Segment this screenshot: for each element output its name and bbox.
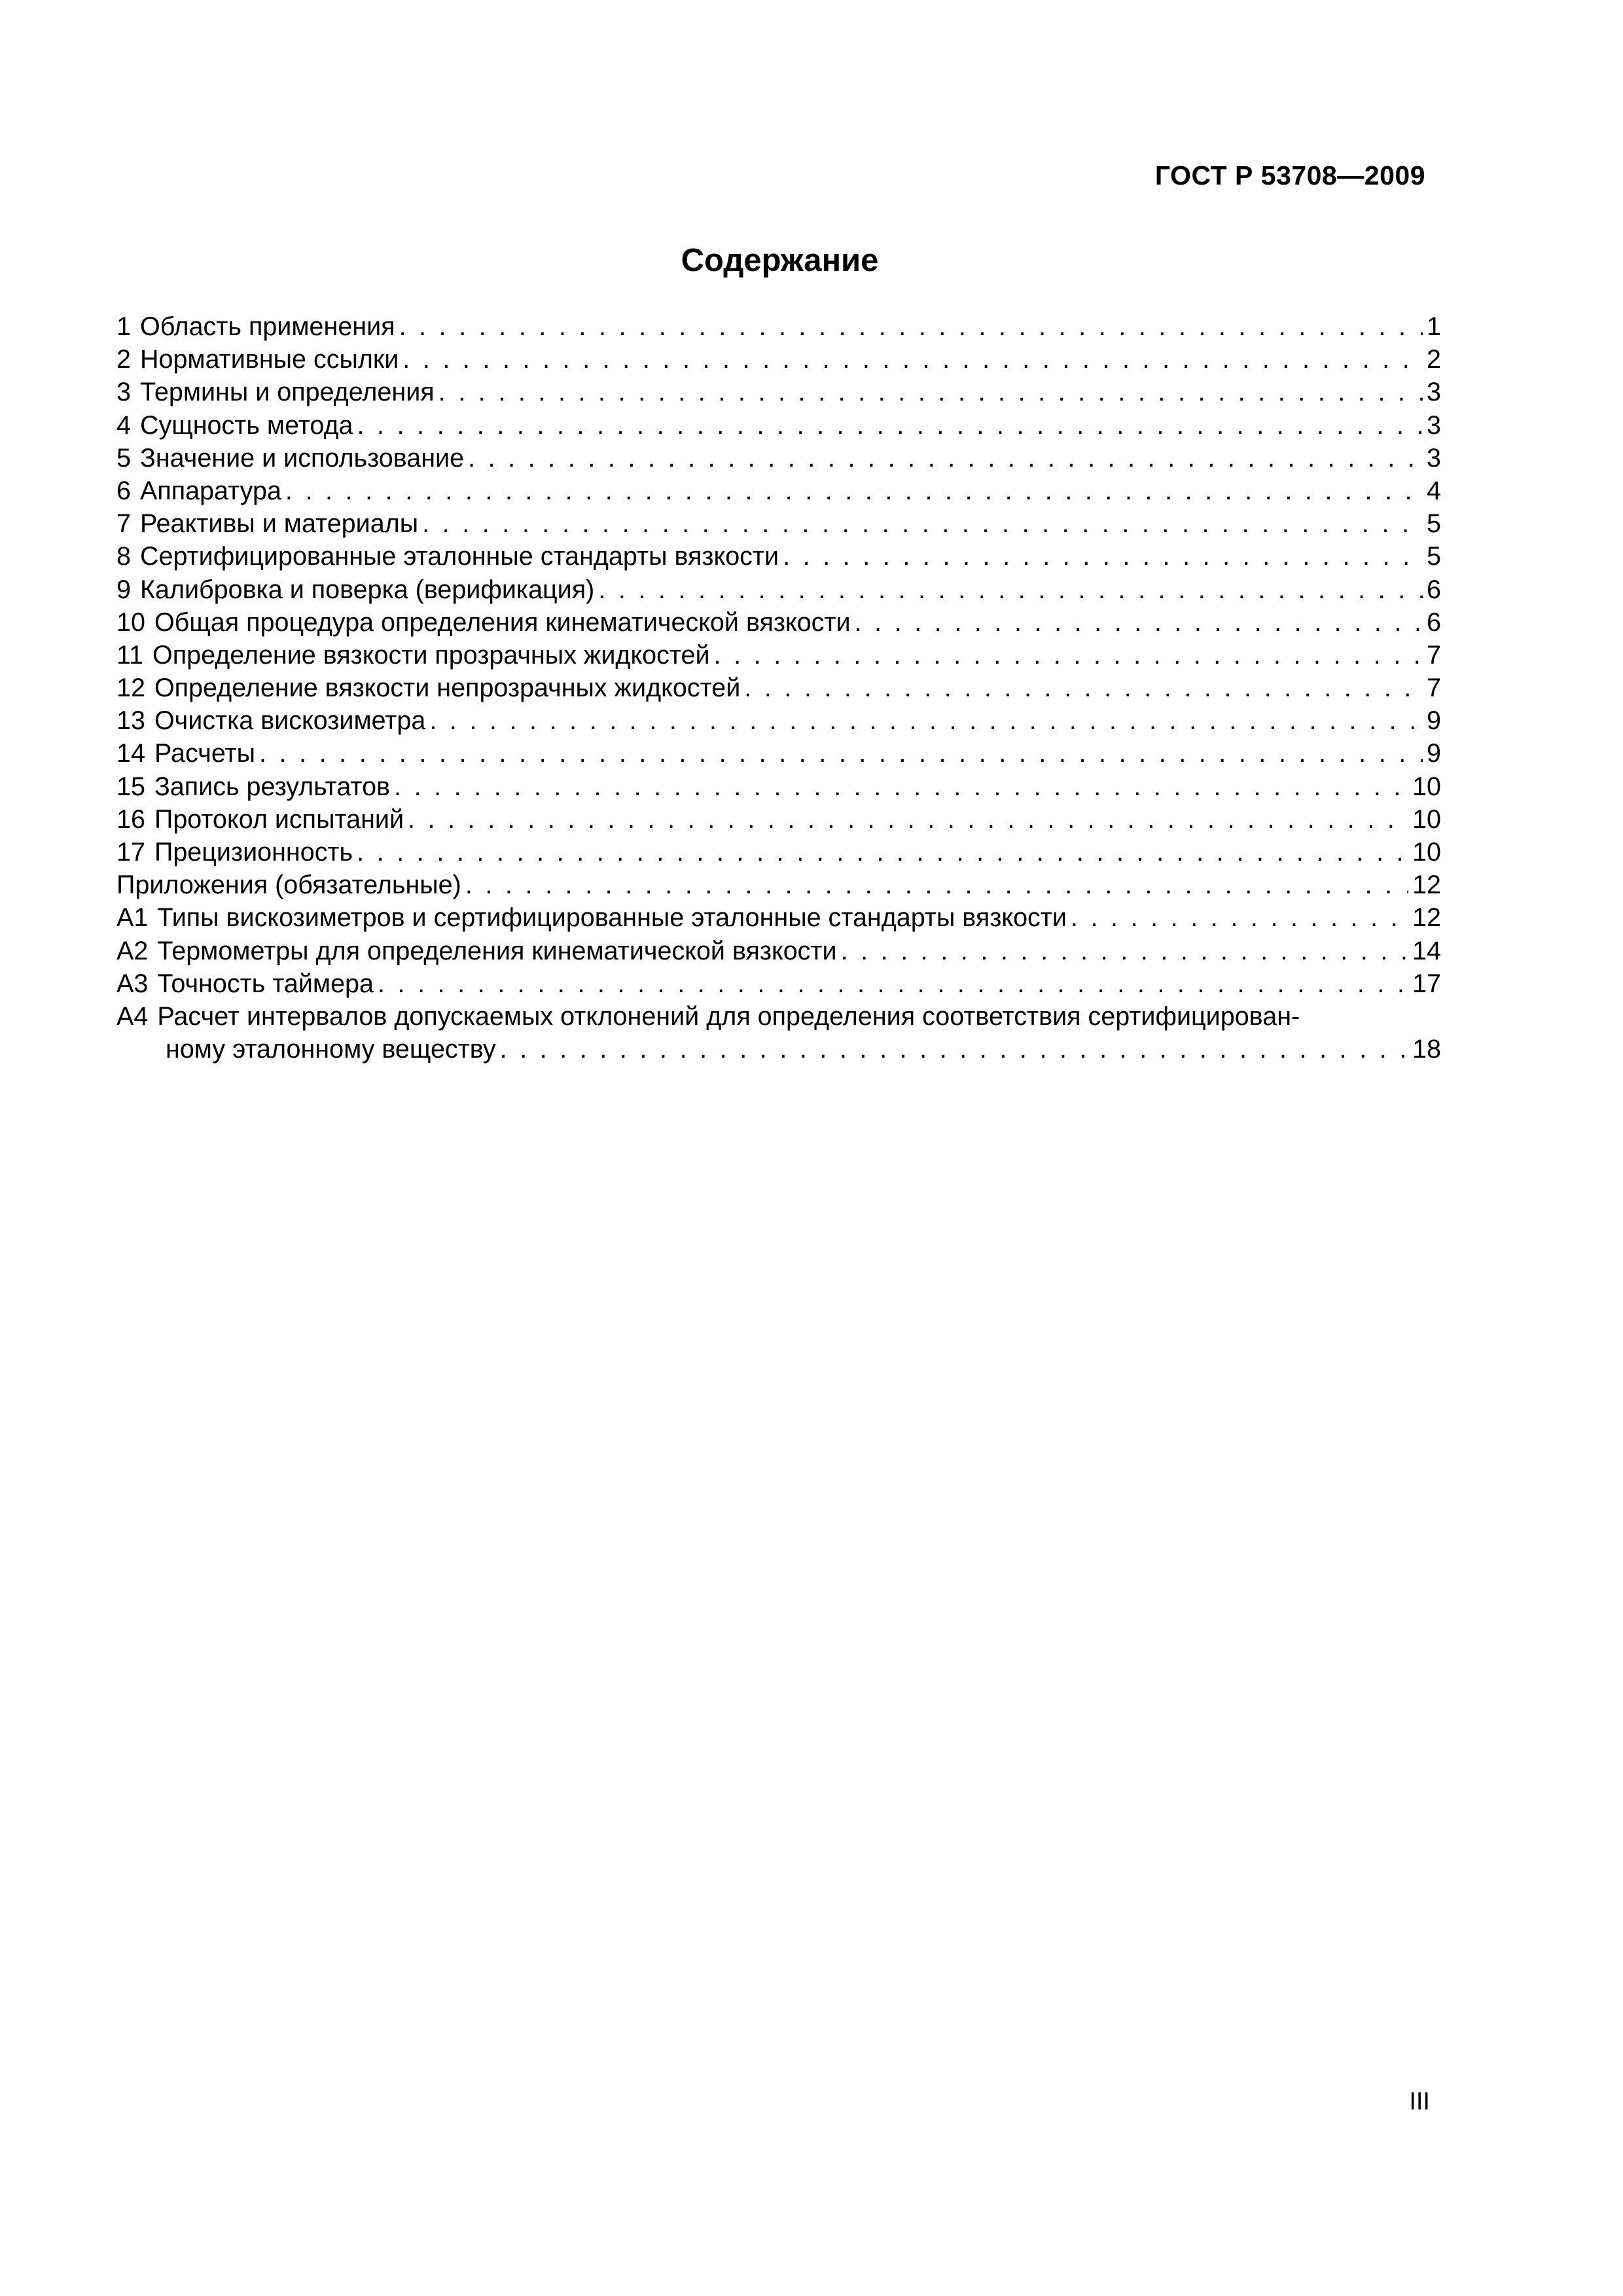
dot-leader	[468, 442, 1423, 475]
dot-leader	[1071, 901, 1408, 934]
dot-leader	[500, 1033, 1408, 1066]
toc-entry-label: Термометры для определения кинематической вязкости	[157, 936, 837, 965]
toc-entry-page: 7	[1427, 673, 1441, 703]
dot-leader	[394, 770, 1408, 803]
toc-entry-page: 14	[1412, 936, 1441, 965]
toc-entry[interactable]	[116, 639, 1441, 672]
toc-entry[interactable]	[116, 901, 1441, 934]
toc-entry-number: 1	[116, 312, 131, 341]
toc-entry[interactable]	[116, 343, 1441, 376]
toc-entry[interactable]	[116, 573, 1441, 606]
toc-entry-number: 5	[116, 443, 131, 473]
toc-title: Содержание	[681, 243, 879, 278]
toc-entry-page: 3	[1427, 443, 1441, 473]
toc-entry-number: 7	[116, 509, 131, 539]
toc-entry-number: 13	[116, 706, 145, 736]
toc-entry[interactable]	[116, 704, 1441, 737]
dot-leader	[378, 967, 1408, 1000]
toc-entry[interactable]	[116, 935, 1441, 967]
toc-entry[interactable]	[116, 606, 1441, 639]
toc-entry[interactable]	[116, 310, 1441, 343]
toc-entry-number: 15	[116, 772, 145, 801]
toc-entry-number: 17	[116, 838, 145, 867]
toc-entry[interactable]	[116, 967, 1441, 1000]
dot-leader	[429, 704, 1423, 737]
toc-entry-page: 10	[1412, 772, 1441, 801]
toc-entry-page: 1	[1427, 312, 1441, 341]
toc-entry-number: 12	[116, 673, 145, 703]
page-number: III	[1409, 2088, 1430, 2115]
toc-entry-number: А2	[116, 936, 149, 965]
toc-entry-label: Калибровка и поверка (верификация)	[139, 575, 595, 604]
toc-entry-label: Расчет интервалов допускаемых отклонений для определения соответствия сертифицирован-	[157, 1001, 1300, 1031]
dot-leader	[357, 409, 1423, 442]
toc-entry-number: 3	[116, 378, 131, 407]
dot-leader	[465, 869, 1408, 901]
toc-entry-page: 5	[1427, 509, 1441, 539]
toc-entry-number: 14	[116, 739, 145, 768]
dot-leader	[399, 310, 1423, 343]
toc-entry-page: 7	[1427, 640, 1441, 670]
toc-entry-label: Определение вязкости прозрачных жидкостей	[152, 640, 710, 670]
toc-entry-label: Очистка вискозиметра	[154, 706, 426, 736]
toc-entry-page: 4	[1427, 476, 1441, 505]
toc-entry-page: 12	[1412, 870, 1441, 900]
toc-entry-label: Определение вязкости непрозрачных жидкостей	[154, 673, 741, 703]
dot-leader	[357, 836, 1408, 869]
toc-entry[interactable]	[116, 475, 1441, 507]
dot-leader	[438, 376, 1423, 408]
toc-entry[interactable]	[116, 869, 1441, 901]
toc-entry-label: Расчеты	[154, 739, 255, 768]
toc-entry[interactable]	[116, 540, 1441, 573]
toc-entry-page: 6	[1427, 575, 1441, 604]
toc-entry-number: А4	[116, 1001, 149, 1031]
toc-entry-label: Типы вискозиметров и сертифицированные эталонные стандарты вязкости	[157, 903, 1067, 933]
toc-entry-number: 9	[116, 575, 131, 604]
dot-leader	[714, 639, 1423, 672]
toc-entry-line	[116, 1000, 1441, 1033]
toc-entry-number: А1	[116, 903, 149, 933]
toc-entry-label-continued: ному эталонному веществу	[166, 1035, 496, 1064]
toc-entry-page: 12	[1412, 903, 1441, 933]
dot-leader	[259, 737, 1423, 770]
toc-entry-label: Прецизионность	[154, 838, 353, 867]
toc-entry[interactable]	[116, 1000, 1441, 1066]
toc-entry-page: 2	[1427, 345, 1441, 374]
toc-entry[interactable]	[116, 770, 1441, 803]
toc-entry-number: 2	[116, 345, 131, 374]
dot-leader	[422, 507, 1423, 540]
toc-entry-label: Область применения	[139, 312, 395, 341]
toc-entry-number: 6	[116, 476, 131, 505]
toc-entry-page: 10	[1412, 838, 1441, 867]
toc-entry-page: 5	[1427, 542, 1441, 571]
toc-entry-number: А3	[116, 969, 149, 998]
dot-leader	[841, 935, 1408, 967]
toc-entry[interactable]	[116, 409, 1441, 442]
toc-entry-page: 3	[1427, 410, 1441, 440]
toc-entry[interactable]	[116, 836, 1441, 869]
toc-entry-label: Реактивы и материалы	[139, 509, 419, 539]
toc-entry[interactable]	[116, 507, 1441, 540]
toc-entry-number: 10	[116, 607, 145, 637]
dot-leader	[855, 606, 1423, 639]
toc-entry-page: 17	[1412, 969, 1441, 998]
dot-leader	[744, 672, 1423, 704]
toc-entry-label: Аппаратура	[139, 476, 281, 505]
toc-entry-label: Точность таймера	[157, 969, 374, 998]
toc-entry-label: Сертифицированные эталонные стандарты вязкости	[139, 542, 779, 571]
toc-entry-label: Нормативные ссылки	[139, 345, 399, 374]
toc-entry-label: Сущность метода	[139, 410, 353, 440]
toc-entry-page: 9	[1427, 739, 1441, 768]
toc-entry[interactable]	[116, 376, 1441, 408]
toc-entry-line	[116, 1033, 1441, 1066]
toc-entry[interactable]	[116, 737, 1441, 770]
dot-leader	[285, 475, 1423, 507]
toc-entry-label: Значение и использование	[139, 443, 465, 473]
table-of-contents	[116, 310, 1441, 1066]
toc-entry-label: Запись результатов	[154, 772, 391, 801]
toc-entry-number: 11	[116, 640, 144, 670]
toc-entry-number: 8	[116, 542, 131, 571]
dot-leader	[402, 343, 1423, 376]
toc-entry[interactable]	[116, 803, 1441, 836]
toc-entry-label: Общая процедура определения кинематической вязкости	[154, 607, 851, 637]
toc-entry-label: Приложения (обязательные)	[116, 870, 461, 900]
toc-entry-page: 10	[1412, 804, 1441, 834]
toc-entry-page: 6	[1427, 607, 1441, 637]
document-code: ГОСТ Р 53708—2009	[1154, 160, 1425, 190]
dot-leader	[598, 573, 1423, 606]
toc-entry-label: Термины и определения	[139, 378, 435, 407]
toc-entry-label: Протокол испытаний	[154, 804, 404, 834]
toc-entry-page: 9	[1427, 706, 1441, 736]
dot-leader	[408, 803, 1408, 836]
dot-leader	[783, 540, 1423, 573]
toc-entry-number: 4	[116, 410, 131, 440]
toc-entry[interactable]	[116, 672, 1441, 704]
toc-entry[interactable]	[116, 442, 1441, 475]
toc-entry-number: 16	[116, 804, 145, 834]
toc-entry-page: 18	[1412, 1035, 1441, 1064]
toc-entry-page: 3	[1427, 378, 1441, 407]
